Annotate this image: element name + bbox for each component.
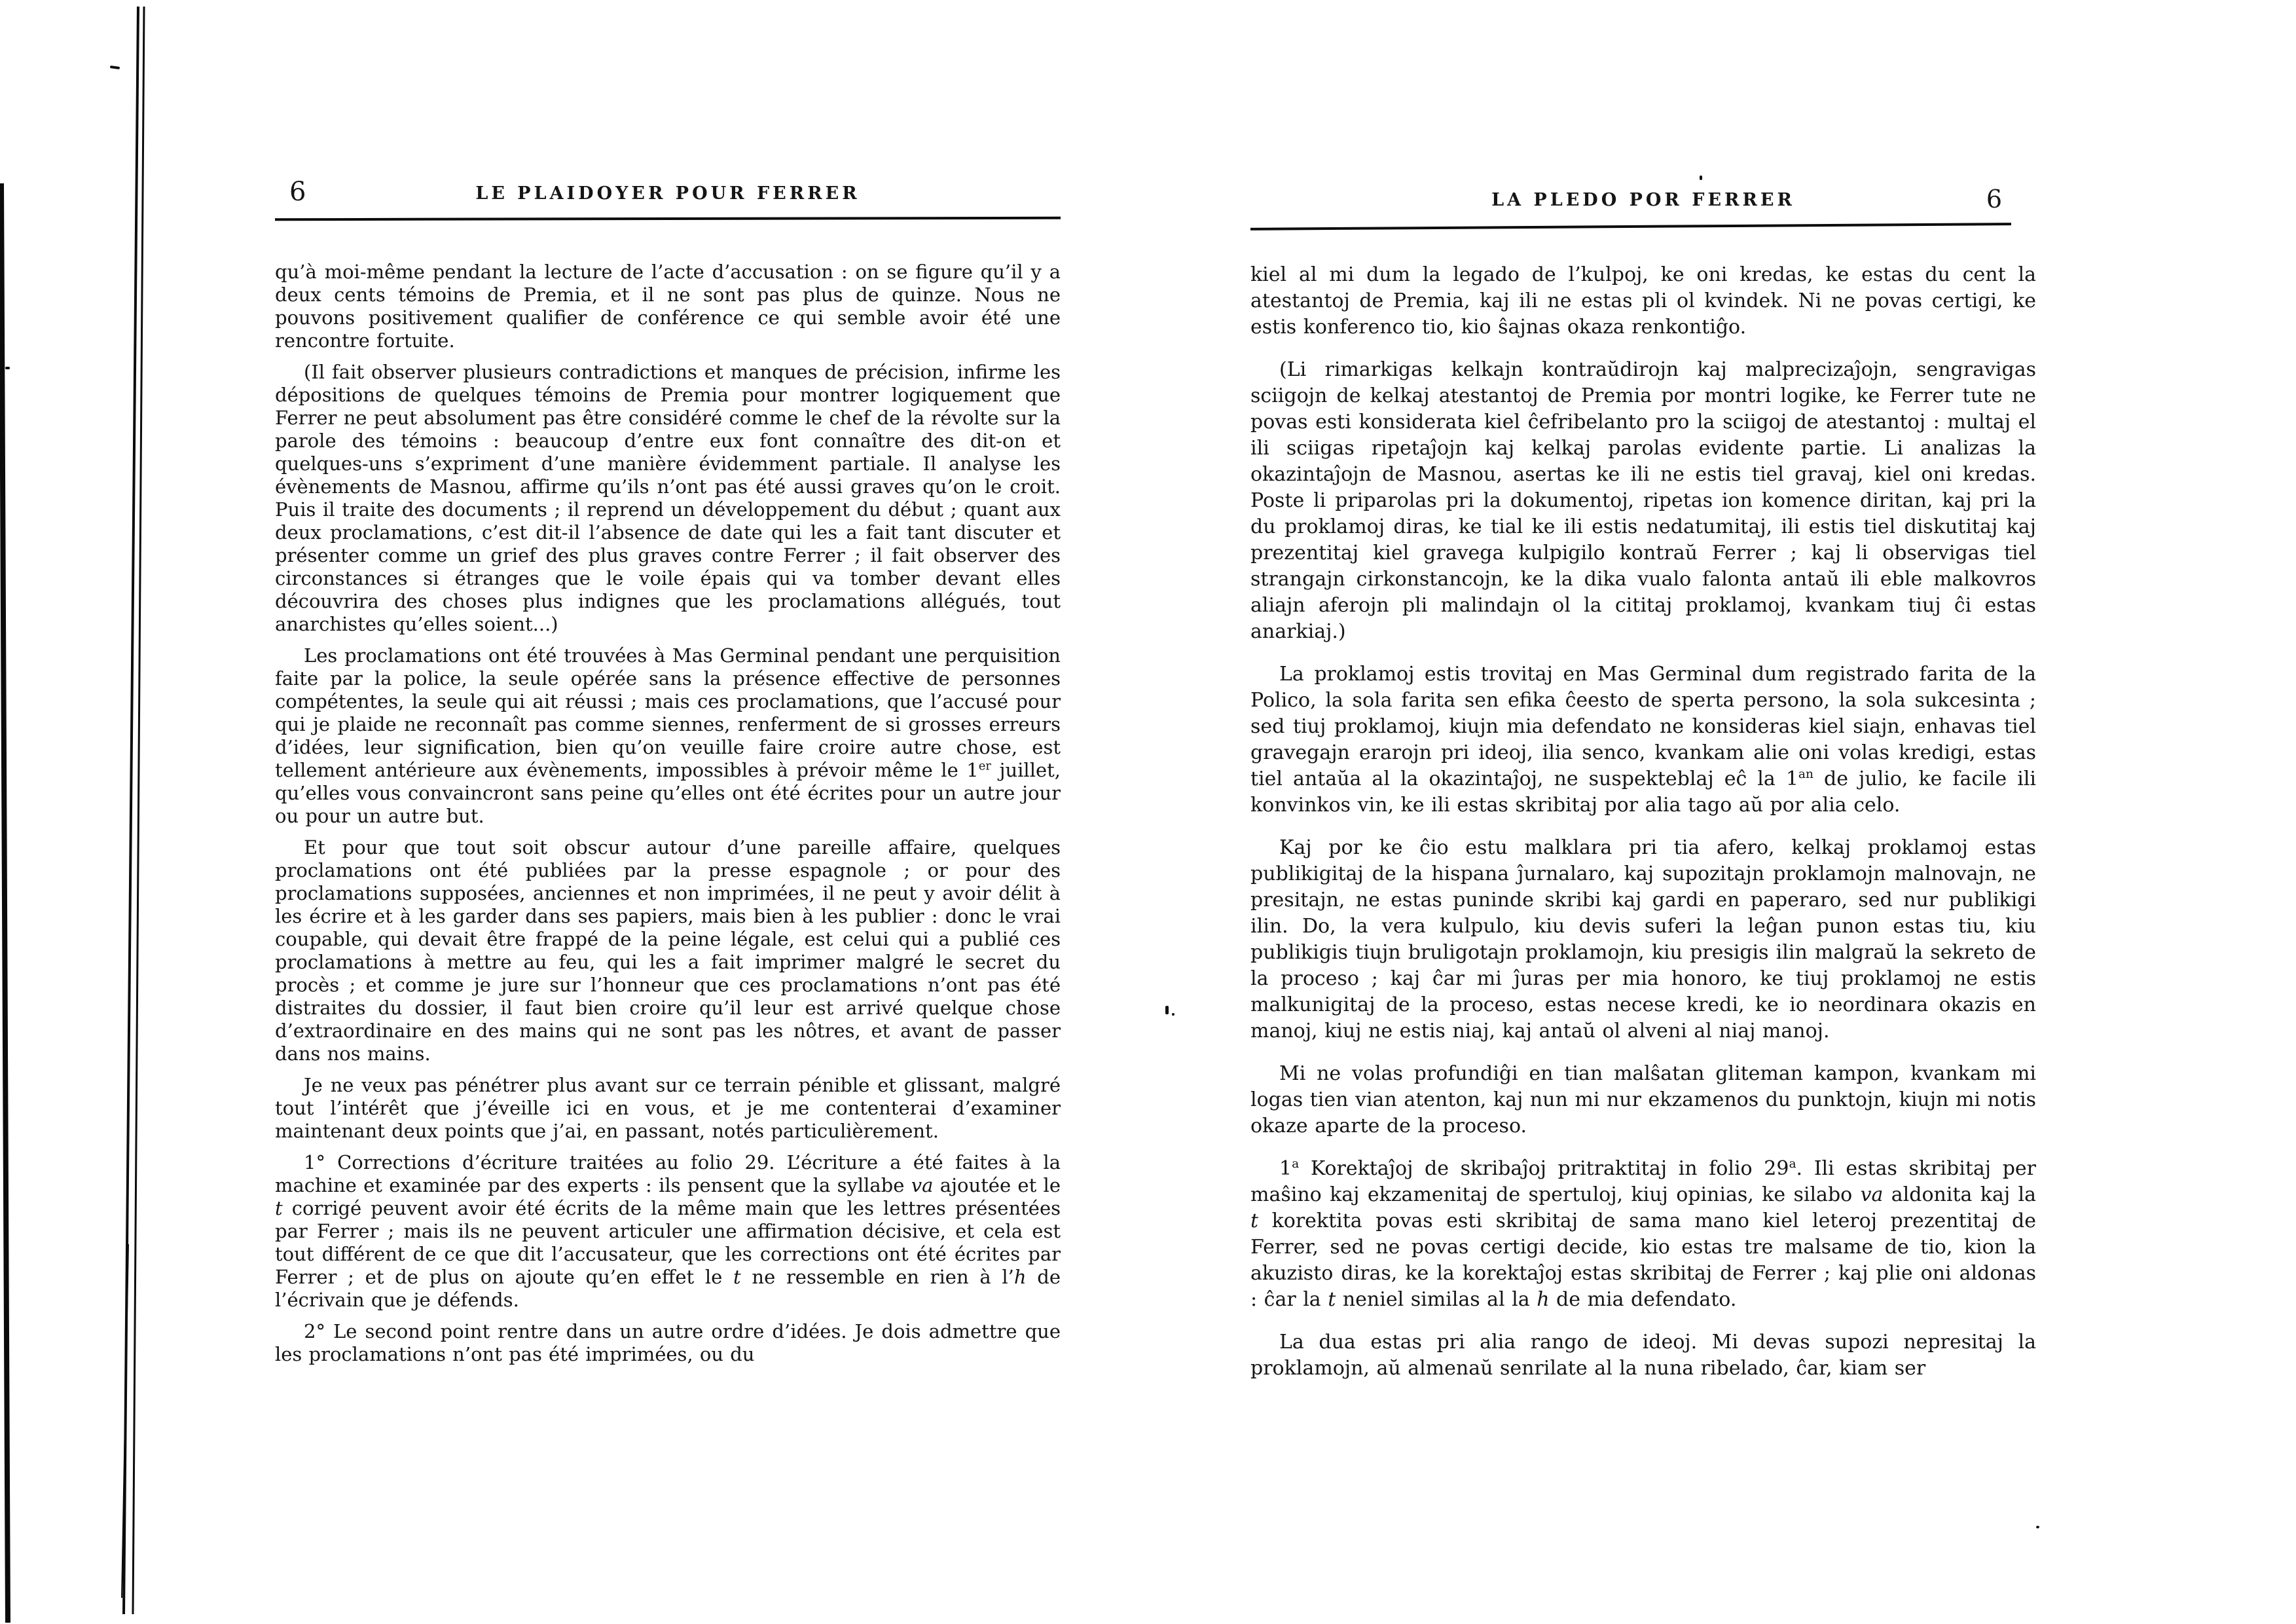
- paragraph: Je ne veux pas pénétrer plus avant sur ce terrain pénible et glissant, malgré tout l’intérêt que j’éveille ici en vous, et je me contenterai d’examiner maintenant deux points que j’ai, en passant, notés particulièrement.: [275, 1074, 1061, 1142]
- scan-edge-streak: [1, 183, 8, 1623]
- right-page: [1250, 185, 2037, 1380]
- running-header: LE PLAIDOYER POUR FERRER: [475, 183, 860, 204]
- left-page-text: [275, 261, 1061, 1375]
- paragraph: Les proclamations ont été trouvées à Mas Germinal pendant une perquisition faite par la police, la seule opérée sans la présence effective de personnes compétentes, la seule qui ait réussi ; mais ces proclamations, que l’accusé pour qui je plaide ne reconnaît pas comme siennes, renferment de si grosses erreurs d’idées, leur signification, bien qu’on veuille faire croire autre chose, est tellement antérieure aux évènements, impossibles à prévoir même le 1er juillet, qu’elles vous convaincront sans peine qu’elles ont été écrites pour un autre jour ou pour un autre but.: [275, 644, 1061, 827]
- book-spine-line: [133, 7, 144, 1614]
- ink-speck: [2036, 1526, 2039, 1528]
- right-page-header: [1250, 185, 2036, 225]
- left-page-header: [275, 177, 1061, 219]
- ink-speck: [1172, 1013, 1175, 1016]
- left-page: [275, 177, 1061, 1365]
- ink-speck: [1165, 1006, 1169, 1014]
- running-header: LA PLEDO POR FERRER: [1491, 190, 1795, 210]
- paragraph: Et pour que tout soit obscur autour d’une pareille affaire, quelques proclamations ont été publiées par la presse espagnole ; or pour des proclamations supposées, anciennes et non imprimées, il ne peut y avoir délit à les écrire et à les garder dans ses papiers, mais bien à les publier : donc le vrai coupable, qui devait être frappé de la peine légale, est celui qui a publié ces proclamations à mettre au feu, qui les a fait imprimer malgré le secret du procès ; et comme je jure sur l’honneur que ces proclamations n’ont pas été distraites du dossier, il faut bien croire qu’il leur est arrivé quelque chose d’extraordinaire en des mains qui ne sont pas les nôtres, et avant de passer dans nos mains.: [275, 836, 1061, 1065]
- paragraph: Kaj por ke ĉio estu malklara pri tia afero, kelkaj proklamoj estas publikigitaj de la hispana ĵurnalaro, kaj supozitajn proklamojn malnovajn, ne presitajn, ne estas puninde skribi kaj gardi en paperaro, sed nur publikigi ilin. Do, la vera kulpulo, kiu devis suferi la leĝan punon estas tiu, kiu publikigis tiujn bruligotajn proklamojn, kiu presigis ilin malgraŭ la sekreto de la proceso ; kaj ĉar mi ĵuras per mia honoro, ke tiuj proklamoj ne estis malkunigitaj de la proceso, estas necese kredi, ke io neordinara okazis en manoj, kiuj ne estis niaj, kaj antaŭ ol alveni al niaj manoj.: [1250, 836, 2036, 1043]
- paragraph: 1$^a$ Korektaĵoj de skribaĵoj pritraktitaj in folio 29$^a$. Ili estas skribitaj per maŝino kaj ekzamenitaj de spertuloj, kiuj opinias, ke silabo va aldonita kaj la t korektita povas esti skribitaj de sama mano kiel leteroj prezentitaj de Ferrer, sed ne povas certigi decide, kio estas tre malsame de tio, kion la akuzisto diras, ke la korektaĵoj estas skribitaj de Ferrer ; kaj plie oni aldonas : ĉar la t neniel similas al la h de mia defendato.: [1250, 1157, 2036, 1311]
- page-number: 6: [289, 177, 306, 207]
- page-number: 6: [1986, 185, 2002, 213]
- paragraph: qu’à moi-même pendant la lecture de l’acte d’accusation : on se figure qu’il y a deux cents témoins de Premia, et il ne sont pas plus de quinze. Nous ne pouvons positivement qualifier de conférence ce qui semble avoir été une rencontre fortuite.: [275, 261, 1061, 352]
- paragraph: (Il fait observer plusieurs contradictions et manques de précision, infirme les dépositions de quelques témoins de Premia pour montrer logiquement que Ferrer ne peut absolument pas être considéré comme le chef de la révolte sur la parole des témoins : beaucoup d’entre eux font connaître des dit-on et quelques-uns s’expriment d’une manière évidemment partiale. Il analyse les évènements de Masnou, affirme qu’ils n’ont pas été aussi graves qu’on le croit. Puis il traite des documents ; il reprend un développement du début ; quant aux deux proclamations, c’est dit-il l’absence de date qui les a fait tant discuter et présenter comme un grief des plus graves contre Ferrer ; il fait observer des circonstances si étranges que le voile épais qui va tomber devant elles découvrira des choses plus indignes que les proclamations allégués, tout anarchistes qu’elles soient...): [275, 361, 1061, 635]
- ink-speck: [5, 367, 10, 369]
- ink-speck: [110, 65, 120, 69]
- paragraph: kiel al mi dum la legado de l’kulpoj, ke oni kredas, ke estas du cent la atestantoj de Premia, kaj ili ne estas pli ol kvindek. Ni ne povas certigi, ke estis konferenco tio, kio ŝajnas okaza renkontiĝo.: [1250, 263, 2036, 339]
- ink-speck: [1700, 175, 1702, 180]
- paragraph: 2° Le second point rentre dans un autre ordre d’idées. Je dois admettre que les proclamations n’ont pas été imprimées, ou du: [275, 1320, 1061, 1365]
- paragraph: (Li rimarkigas kelkajn kontraŭdirojn kaj malprecizaĵojn, sengravigas sciigojn de kelkaj atestantoj de Premia por montri logike, ke Ferrer tute ne povas esti konsiderata kiel ĉefribelanto pro la sciigoj de atestantoj : multaj el ili sciigas ripetaĵojn kaj kelkaj parolas evidente partie. Li analizas la okazintaĵojn de Masnou, asertas ke ili ne estis tiel gravaj, kiel oni kredas. Poste li priparolas pri la dokumentoj, ripetas ion komence diritan, kaj pri la du proklamoj diras, ke tial ke ili estis nedatumitaj, ili estis tiel diskutitaj kaj prezentitaj kiel gravega kulpigilo kontraŭ Ferrer ; kaj li observigas tiel strangajn cirkonstancojn, ke la dika vualo falonta antaŭ ili eble malkovros aliajn aferojn pli malindajn ol la cititaj proklamoj, kvankam tiuj ĉi estas anarkiaj.): [1250, 358, 2036, 643]
- book-spine-line: [124, 7, 138, 1614]
- paragraph: 1° Corrections d’écriture traitées au folio 29. L’écriture a été faites à la machine et examinée par des experts : ils pensent que la syllabe va ajoutée et le t corrigé peuvent avoir été écrits de la même main que les lettres présentées par Ferrer ; mais ils ne peuvent articuler une affirmation décisive, et cela est tout différent de ce que dit l’accusateur, que les corrections ont été écrites par Ferrer ; et de plus on ajoute qu’en effet le t ne ressemble en rien à l’h de l’écrivain que je défends.: [275, 1151, 1061, 1311]
- right-page-text: [1250, 262, 2036, 1398]
- paragraph: La dua estas pri alia rango de ideoj. Mi devas supozi nepresitaj la proklamojn, aŭ almenaŭ senrilate al la nuna ribelado, ĉar, kiam ser: [1250, 1331, 2036, 1380]
- paragraph: Mi ne volas profundiĝi en tian malŝatan gliteman kampon, kvankam mi logas tien vian atenton, kaj nun mi nur ekzamenos du punktojn, kiujn mi notis okaze aparte de la proceso.: [1250, 1062, 2036, 1137]
- paragraph: La proklamoj estis trovitaj en Mas Germinal dum registrado farita de la Polico, la sola farita sen efika ĉeesto de sperta persono, la sola sukcesinta ; sed tiuj proklamoj, kiujn mia defendato ne konsideras kiel siajn, enhavas tiel gravegajn erarojn pri ideoj, ilia senco, kvankam alie oni volas kredigi, estas tiel antaŭa al la okazintaĵoj, ne suspekteblaj eĉ la $1^{an}$ de julio, ke facile ili konvinkos vin, ke ili estas skribitaj por alia tago aŭ por alia celo.: [1250, 663, 2037, 817]
- book-spine-line: [122, 1244, 128, 1598]
